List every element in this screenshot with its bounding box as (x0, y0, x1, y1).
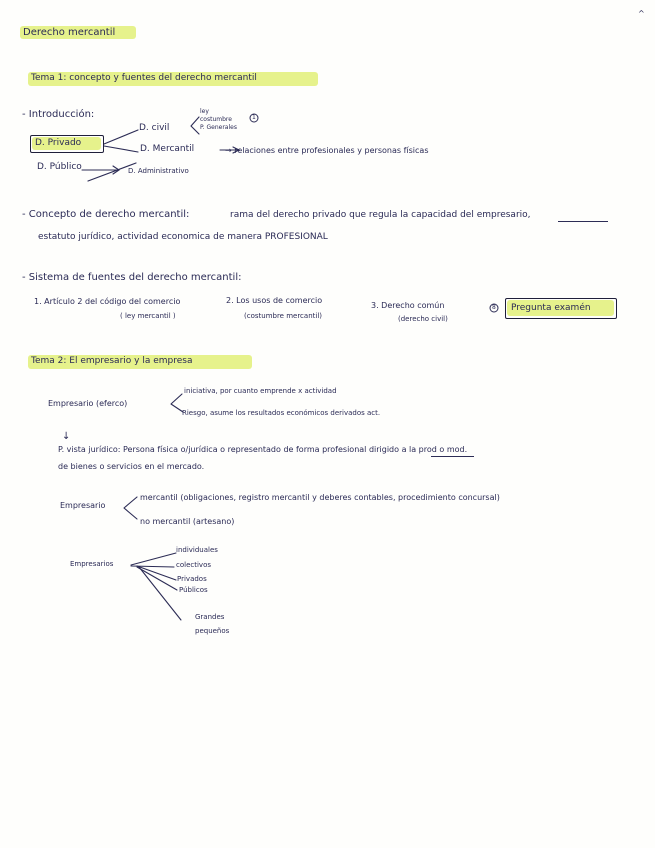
no-mercantil-line: no mercantil (artesano) (140, 517, 235, 526)
iniciativa-text: iniciativa, por cuanto emprende x actividad (184, 387, 337, 395)
tree-individuales: individuales (176, 546, 218, 554)
mercantil-line: mercantil (obligaciones, registro mercantil y deberes contables, procedimiento concursal) (140, 493, 500, 502)
empresario-economico: Empresario (eferco) (48, 399, 128, 408)
civil-ley: ley (200, 108, 209, 115)
mercantil-description: → relaciones entre profesionales y personas físicas (225, 146, 429, 155)
empresarios-label: Empresarios (70, 560, 114, 568)
administrativo-label: D. Administrativo (128, 167, 189, 175)
fuente-3-sub: (derecho civil) (398, 315, 448, 323)
tree-pequenos: pequeños (195, 627, 230, 635)
arrow-down: ↓ (62, 431, 71, 442)
corner-mark: ^ (638, 9, 645, 18)
empresario-label: Empresario (60, 501, 106, 510)
concepto-line2: estatuto jurídico, actividad economica de manera PROFESIONAL (38, 232, 328, 242)
tree-grandes: Grandes (195, 613, 225, 621)
riesgo-text: Riesgo, asume los resultados económicos derivados act. (182, 409, 381, 417)
intro-label: - Introducción: (22, 109, 95, 120)
circle-marker-8: 8 (492, 304, 496, 311)
circle-marker-1: 1 (252, 114, 256, 121)
tree-publicos: Públicos (179, 586, 208, 594)
profesional-underline (431, 456, 474, 457)
sistema-label: - Sistema de fuentes del derecho mercantil: (22, 272, 242, 283)
page-title: Derecho mercantil (23, 27, 116, 38)
civil-pgenerales: P. Generales (200, 124, 237, 131)
pregunta-label: Pregunta examén (511, 303, 591, 313)
tree-privados: Privados (177, 575, 207, 583)
publico-label: D. Público (37, 162, 82, 172)
vista-juridica: P. vista jurídico: Persona física o/jurídica o representado de forma profesional dirigido a la prod o mod. (58, 445, 468, 454)
concepto-label: - Concepto de derecho mercantil: (22, 209, 190, 220)
civil-costumbre: costumbre (200, 116, 232, 123)
tema2-heading: Tema 2: El empresario y la empresa (31, 356, 193, 366)
fuente-1: 1. Artículo 2 del código del comercio (34, 297, 181, 306)
tema1-heading: Tema 1: concepto y fuentes del derecho mercantil (31, 73, 257, 83)
fuente-3: 3. Derecho común (371, 301, 445, 310)
fuente-1-sub: ( ley mercantil ) (120, 312, 176, 320)
fuente-2: 2. Los usos de comercio (226, 296, 323, 305)
vista-juridica-2: de bienes o servicios en el mercado. (58, 462, 205, 471)
fuente-2-sub: (costumbre mercantil) (244, 312, 322, 320)
tree-colectivos: colectivos (176, 561, 211, 569)
privado-label: D. Privado (35, 138, 82, 148)
civil-label: D. civil (139, 123, 170, 133)
empresario-underline (558, 221, 608, 222)
concepto-line1: rama del derecho privado que regula la capacidad del empresario, (230, 210, 531, 220)
mercantil-label: D. Mercantil (140, 144, 195, 154)
